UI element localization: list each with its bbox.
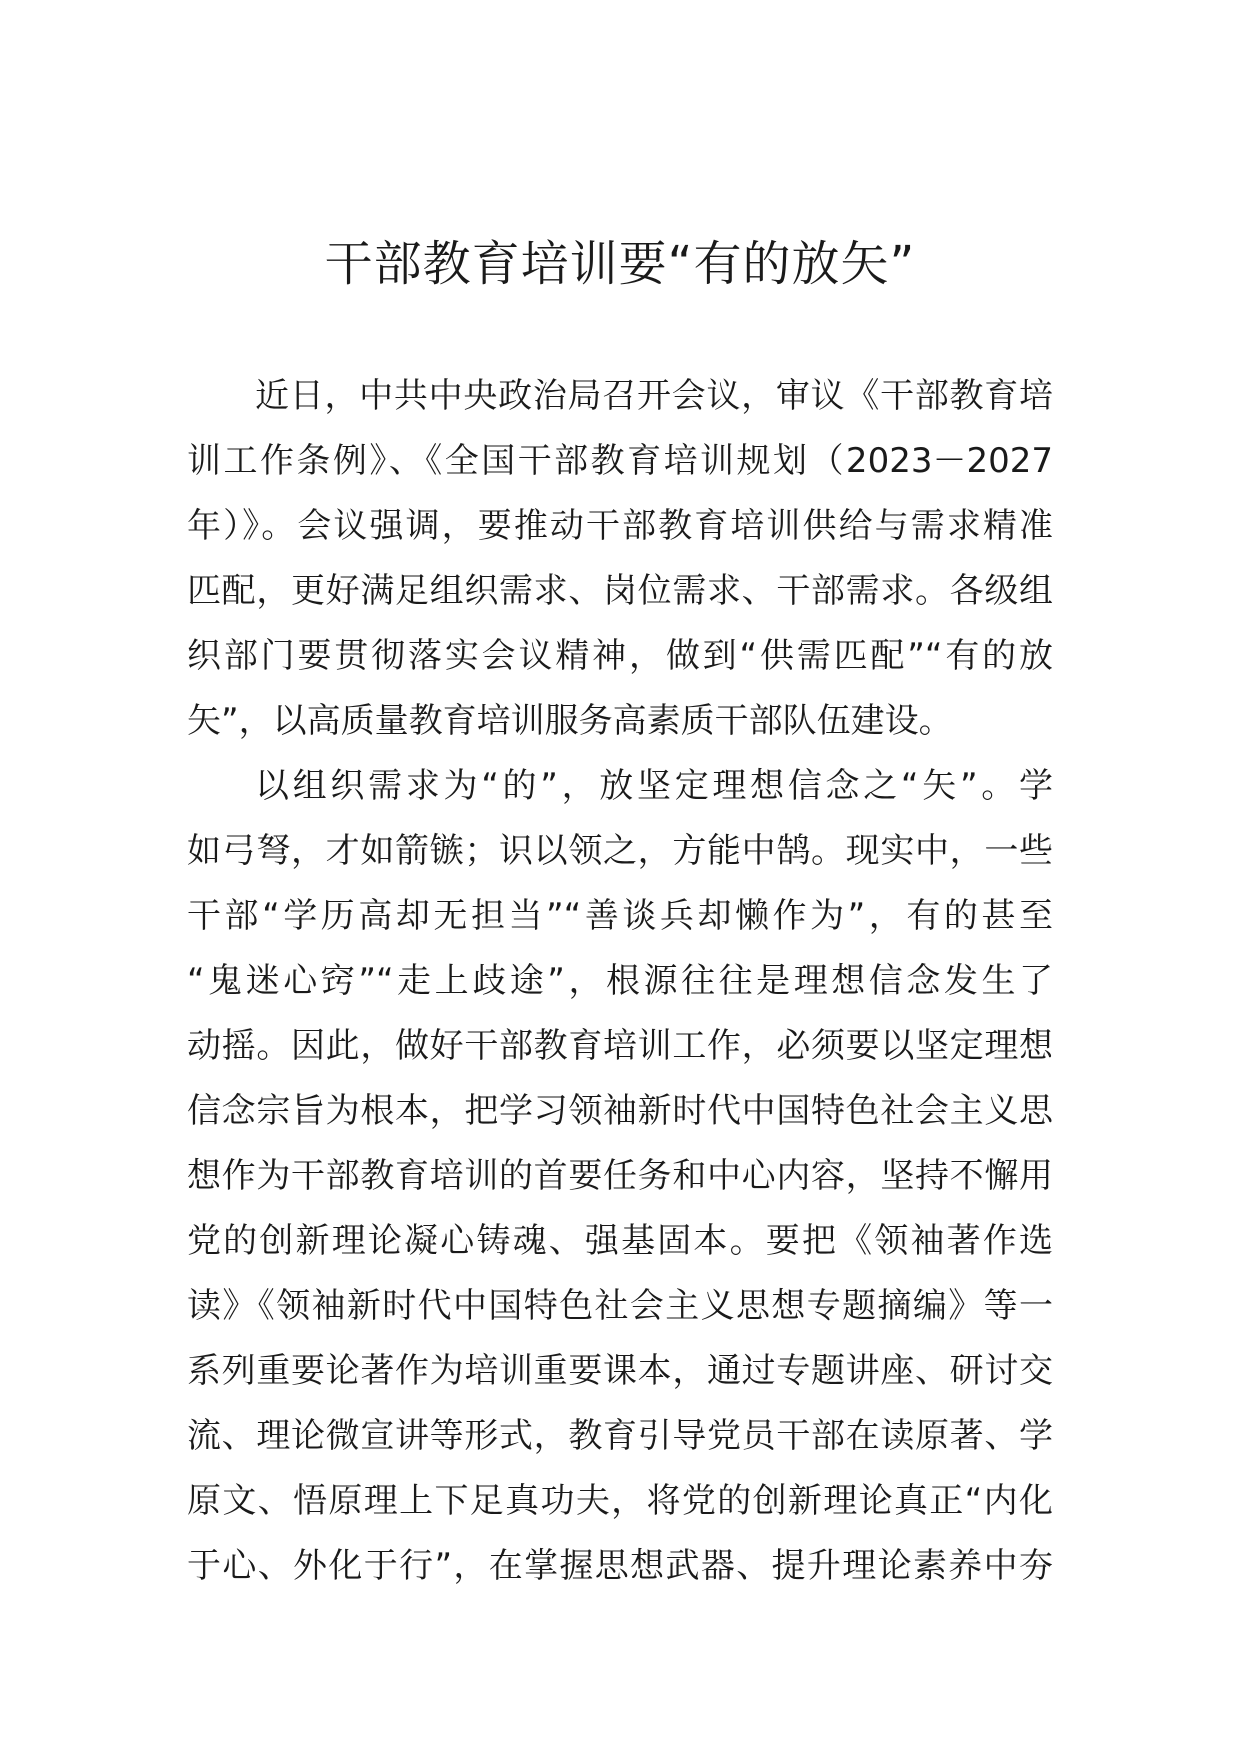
text-line: 训工作条例》、《全国干部教育培训规划（2023－2027 (187, 441, 1053, 481)
text-line: “鬼迷心窍”“走上歧途”，根源往往是理想信念发生了 (187, 961, 1053, 1001)
text-line: 读》《领袖新时代中国特色社会主义思想专题摘编》等一 (187, 1286, 1053, 1326)
text-line: 以组织需求为“的”，放坚定理想信念之“矢”。学 (255, 766, 1053, 806)
text-line: 于心、外化于行”，在掌握思想武器、提升理论素养中夯 (187, 1546, 1053, 1586)
text-line: 干部“学历高却无担当”“善谈兵却懒作为”，有的甚至 (187, 896, 1053, 936)
text-line: 党的创新理论凝心铸魂、强基固本。要把《领袖著作选 (187, 1221, 1053, 1261)
text-line: 如弓弩，才如箭镞；识以领之，方能中鹄。现实中，一些 (187, 831, 1053, 871)
document-title: 干部教育培训要“有的放矢” (324, 236, 916, 292)
text-line: 矢”，以高质量教育培训服务高素质干部队伍建设。 (187, 701, 953, 741)
text-line: 匹配，更好满足组织需求、岗位需求、干部需求。各级组 (187, 571, 1053, 611)
text-line: 年）》。会议强调，要推动干部教育培训供给与需求精准 (187, 506, 1053, 546)
text-line: 原文、悟原理上下足真功夫，将党的创新理论真正“内化 (187, 1481, 1053, 1521)
text-line: 想作为干部教育培训的首要任务和中心内容，坚持不懈用 (187, 1156, 1053, 1196)
text-line: 系列重要论著作为培训重要课本，通过专题讲座、研讨交 (187, 1351, 1053, 1391)
document-body (187, 364, 1053, 1599)
text-line: 动摇。因此，做好干部教育培训工作，必须要以坚定理想 (187, 1026, 1053, 1066)
text-line: 织部门要贯彻落实会议精神，做到“供需匹配”“有的放 (187, 636, 1053, 676)
text-line: 信念宗旨为根本，把学习领袖新时代中国特色社会主义思 (187, 1091, 1053, 1131)
text-line: 流、理论微宣讲等形式，教育引导党员干部在读原著、学 (187, 1416, 1053, 1456)
text-line: 近日，中共中央政治局召开会议，审议《干部教育培 (255, 376, 1053, 416)
